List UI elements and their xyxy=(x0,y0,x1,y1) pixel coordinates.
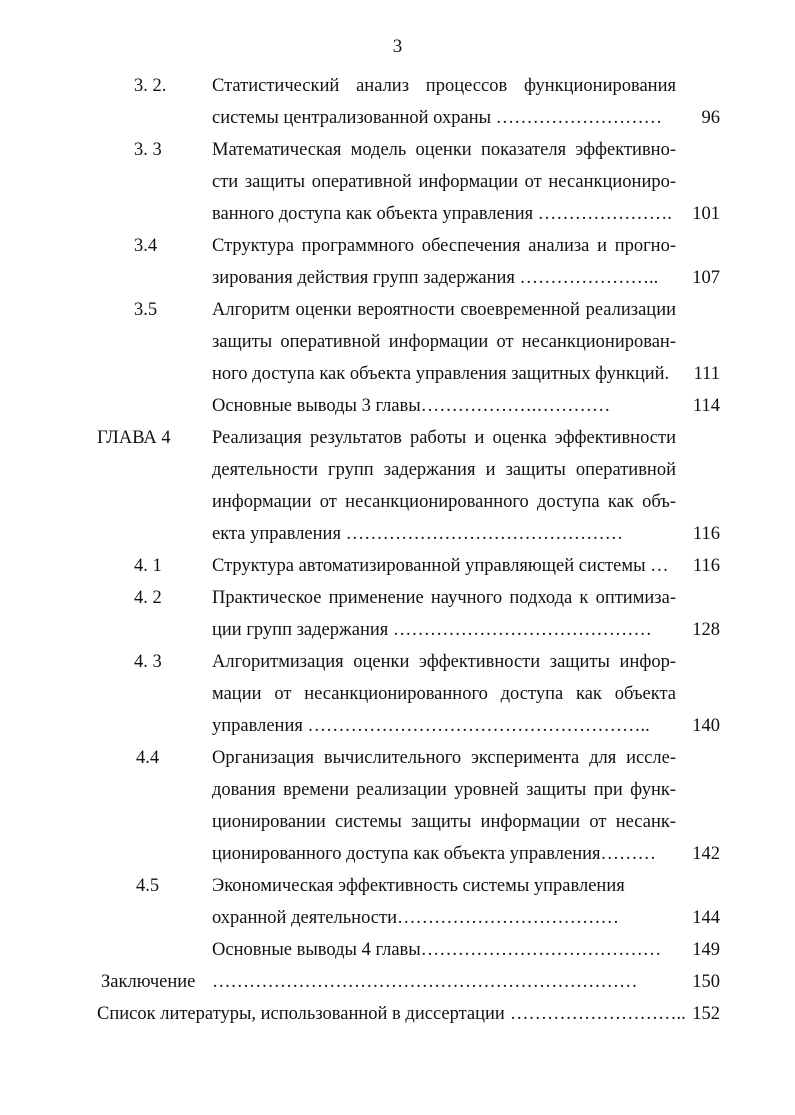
entry-line: дования времени реализации уровней защиты при функ- xyxy=(212,780,676,800)
entry-page: 96 xyxy=(701,108,720,128)
chapter-label: ГЛАВА 4 xyxy=(97,428,171,448)
entry-number: 4.5 xyxy=(136,876,160,896)
entry-page: 116 xyxy=(692,524,720,544)
entry-number: 3. 3 xyxy=(134,140,162,160)
entry-line: екта управления ……………………………………… xyxy=(212,524,624,544)
entry-line: Структура автоматизированной управляющей системы … xyxy=(212,556,669,576)
entry-line: мации от несанкционированного доступа как объекта xyxy=(212,684,676,704)
entry-line: Практическое применение научного подхода к оптимиза- xyxy=(212,588,676,608)
entry-page: 149 xyxy=(692,940,720,960)
entry-page: 152 xyxy=(692,1004,720,1024)
entry-number: 3.5 xyxy=(134,300,158,320)
references-label: Список литературы, использованной в диссертации xyxy=(97,1004,505,1024)
entry-line: Математическая модель оценки показателя эффективно- xyxy=(212,140,676,160)
entry-line: ционированного доступа как объекта управления……… xyxy=(212,844,657,864)
entry-page: 111 xyxy=(693,364,720,384)
entry-page: 101 xyxy=(692,204,720,224)
entry-page: 142 xyxy=(692,844,720,864)
entry-line: Экономическая эффективность системы управления xyxy=(212,876,625,896)
entry-line: охранной деятельности……………………………… xyxy=(212,908,619,928)
entry-number: 4. 2 xyxy=(134,588,162,608)
entry-line: ционировании системы защиты информации от несанк- xyxy=(212,812,676,832)
entry-line: ного доступа как объекта управления защитных функций. xyxy=(212,364,670,384)
entry-number: 3. 2. xyxy=(134,76,167,96)
entry-line: деятельности групп задержания и защиты оперативной xyxy=(212,460,676,480)
entry-page: 116 xyxy=(692,556,720,576)
entry-page: 150 xyxy=(692,972,720,992)
entry-number: 3.4 xyxy=(134,236,158,256)
entry-page: 114 xyxy=(692,396,720,416)
entry-page: 128 xyxy=(692,620,720,640)
entry-line: Алгоритмизация оценки эффективности защиты инфор- xyxy=(212,652,676,672)
page-number: 3 xyxy=(392,36,403,57)
entry-line: Основные выводы 4 главы………………………………… xyxy=(212,940,662,960)
entry-line: ……………………….. xyxy=(510,1004,686,1024)
entry-line: информации от несанкционированного доступа как объ- xyxy=(212,492,676,512)
entry-line: Статистический анализ процессов функционирования xyxy=(212,76,676,96)
entry-number: 4. 3 xyxy=(134,652,162,672)
entry-line: Основные выводы 3 главы……………….………… xyxy=(212,396,611,416)
entry-line: зирования действия групп задержания ………………….. xyxy=(212,268,659,288)
entry-line: защиты оперативной информации от несанкционирован- xyxy=(212,332,676,352)
entry-line: сти защиты оперативной информации от несанкциониро- xyxy=(212,172,676,192)
entry-line: Реализация результатов работы и оценка эффективности xyxy=(212,428,676,448)
entry-line: Организация вычислительного эксперимента для иссле- xyxy=(212,748,676,768)
entry-page: 107 xyxy=(692,268,720,288)
entry-line: Структура программного обеспечения анализа и прогно- xyxy=(212,236,676,256)
entry-number: 4.4 xyxy=(136,748,160,768)
entry-line: …………………………………………………………… xyxy=(212,972,638,992)
entry-page: 140 xyxy=(692,716,720,736)
conclusion-label: Заключение xyxy=(101,972,196,992)
entry-line: Алгоритм оценки вероятности своевременной реализации xyxy=(212,300,676,320)
entry-line: управления ……………………………………………….. xyxy=(212,716,650,736)
entry-line: ции групп задержания …………………………………… xyxy=(212,620,652,640)
entry-page: 144 xyxy=(692,908,720,928)
entry-line: ванного доступа как объекта управления …………………. xyxy=(212,204,672,224)
entry-line: системы централизованной охраны ……………………… xyxy=(212,108,663,128)
entry-number: 4. 1 xyxy=(134,556,162,576)
